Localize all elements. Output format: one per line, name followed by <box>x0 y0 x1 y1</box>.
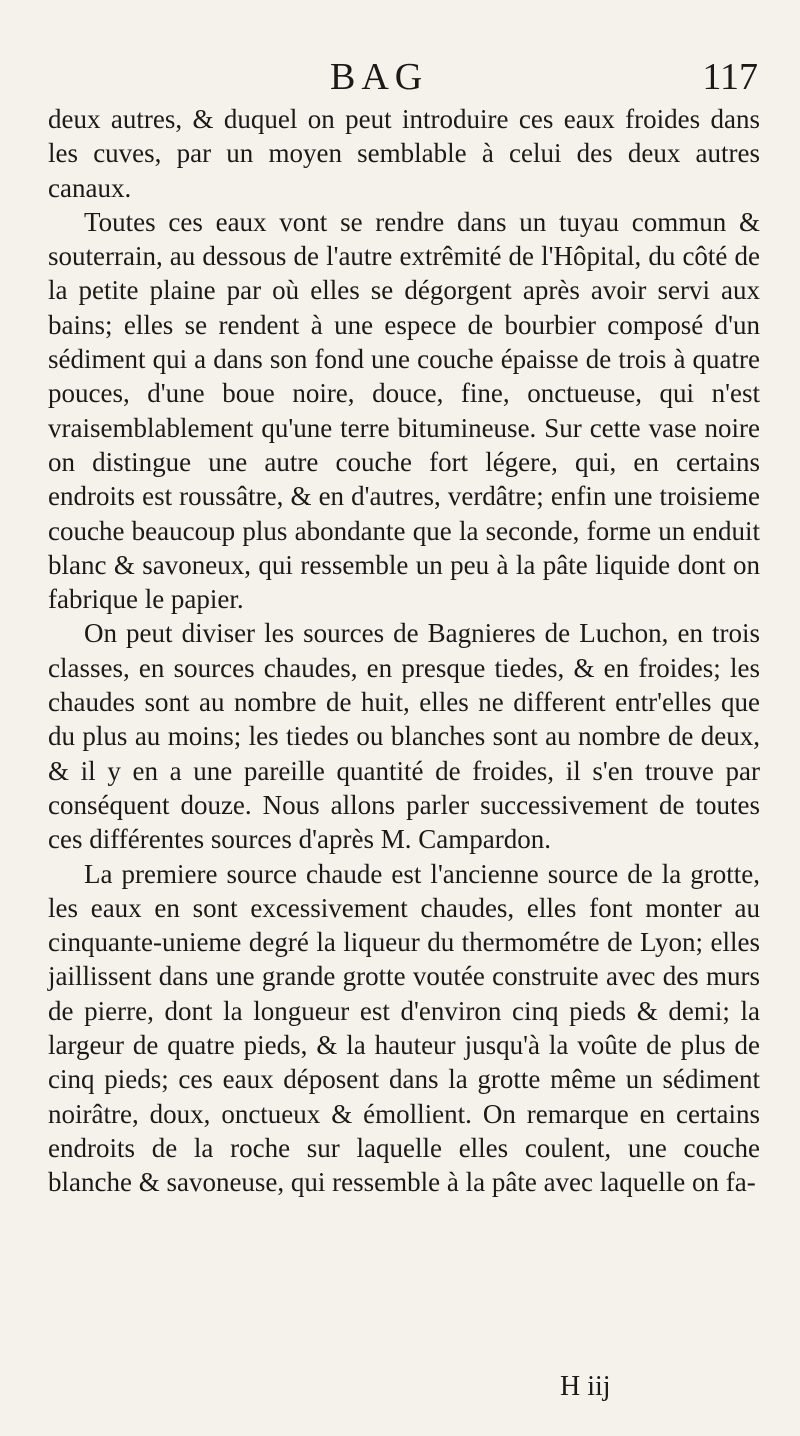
paragraph: La premiere source chaude est l'ancienne source de la grotte, les eaux en sont excessivement chaudes, elles font monter au cinquante-unieme degré la liqueur du thermométre de Lyon; elles jaillissent dans une grande grotte voutée construite avec des murs de pierre, dont la longueur est d'environ cinq pieds & demi; la largeur de quatre pieds, & la hauteur jusqu'à la voûte de plus de cinq pieds; ces eaux déposent dans la grotte même un sédiment noirâtre, doux, onctueux & émollient. On remarque en certains endroits de la roche sur laquelle elles coulent, une couche blanche & savoneuse, qui ressemble à la pâte avec laquelle on fa- <box>48 858 760 1198</box>
paragraph: Toutes ces eaux vont se rendre dans un tuyau commun & souterrain, au dessous de l'autre extrêmité de l'Hôpital, du côté de la petite plaine par où elles se dégorgent après avoir servi aux bains; elles se rendent à une espece de bourbier composé d'un sédiment qui a dans son fond une couche épaisse de trois à quatre pouces, d'une boue noire, douce, fine, onctueuse, qui n'est vraisemblablement qu'une terre bitumineuse. Sur cette vase noire on distingue une autre couche fort légere, qui, en certains endroits est roussâtre, & en d'autres, verdâtre; enfin une troisieme couche beaucoup plus abondante que la seconde, forme un enduit blanc & savoneux, qui ressemble un peu à la pâte liquide dont on fabrique le papier. <box>48 206 760 615</box>
page-body <box>48 102 760 1200</box>
paragraph-continuation: deux autres, & duquel on peut introduire ces eaux froides dans les cuves, par un moyen semblable à celui des deux autres canaux. <box>48 104 760 203</box>
page-footer <box>0 1370 800 1410</box>
page-number: 117 <box>702 56 758 98</box>
page-header <box>0 54 800 104</box>
paragraph: On peut diviser les sources de Bagnieres de Luchon, en trois classes, en sources chaudes, en presque tiedes, & en froides; les chaudes sont au nombre de huit, elles ne different entr'elles que du plus au moins; les tiedes ou blanches sont au nombre de deux, & il y en a une pareille quantité de froides, il s'en trouve par conséquent douze. Nous allons parler successivement de toutes ces différentes sources d'après M. Campardon. <box>48 618 760 855</box>
running-head: BAG <box>330 56 429 98</box>
signature-mark: H iij <box>560 1371 611 1402</box>
